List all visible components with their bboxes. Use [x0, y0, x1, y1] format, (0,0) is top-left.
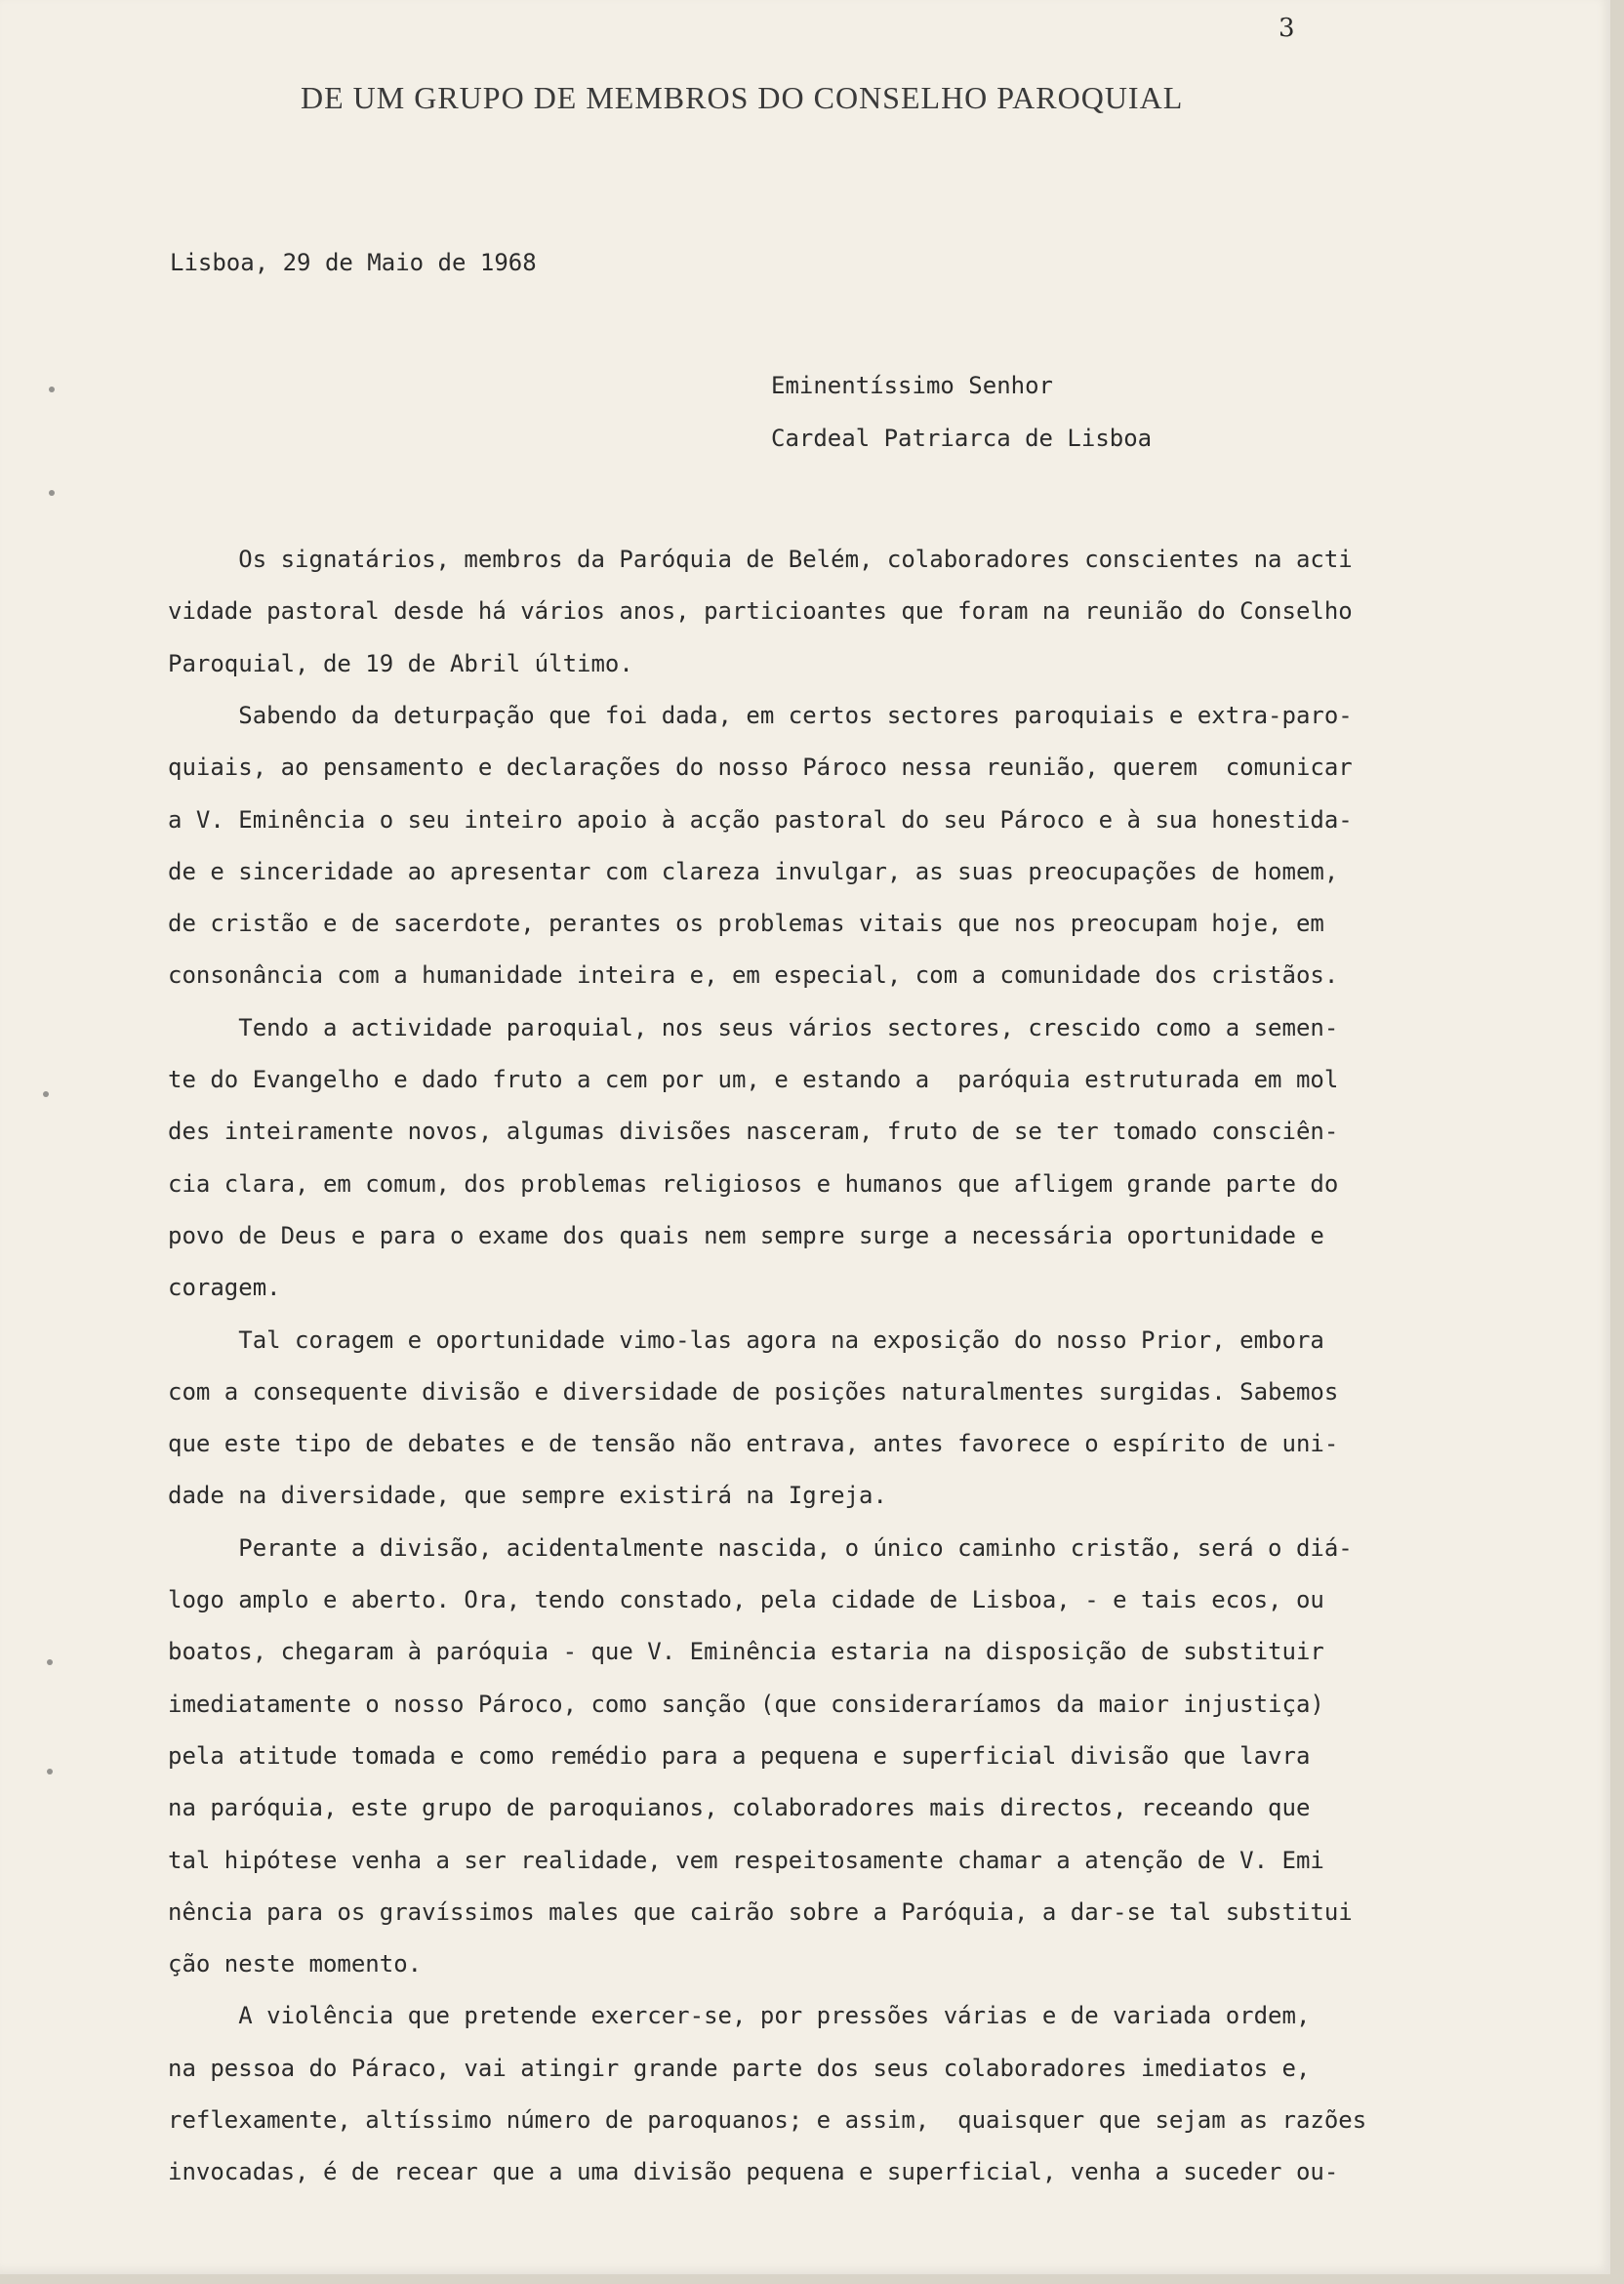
body-line: Paroquial, de 19 de Abril último.	[168, 650, 633, 677]
body-line: nência para os gravíssimos males que cairão sobre a Paróquia, a dar-se tal substitui	[168, 1898, 1353, 1926]
body-line: na pessoa do Páraco, vai atingir grande parte dos seus colaboradores imediatos e,	[168, 2055, 1311, 2082]
body-line: dade na diversidade, que sempre existirá na Igreja.	[168, 1482, 887, 1509]
punch-mark	[47, 1659, 53, 1665]
date-line: Lisboa, 29 de Maio de 1968	[170, 249, 537, 276]
body-line: A violência que pretende exercer-se, por pressões várias e de variada ordem,	[168, 2002, 1311, 2029]
body-line: que este tipo de debates e de tensão não entrava, antes favorece o espírito de uni-	[168, 1430, 1339, 1457]
document-heading: DE UM GRUPO DE MEMBROS DO CONSELHO PAROQUIAL	[301, 80, 1184, 115]
page-number: 3	[1279, 14, 1295, 43]
body-line: a V. Eminência o seu inteiro apoio à acção pastoral do seu Pároco e à sua honestida-	[168, 806, 1353, 834]
body-line: tal hipótese venha a ser realidade, vem respeitosamente chamar a atenção de V. Emi	[168, 1847, 1324, 1874]
body-line: Tendo a actividade paroquial, nos seus vários sectores, crescido como a semen-	[168, 1014, 1339, 1041]
body-line: na paróquia, este grupo de paroquianos, colaboradores mais directos, receando que	[168, 1794, 1311, 1821]
body-line: pela atitude tomada e como remédio para a pequena e superficial divisão que lavra	[168, 1742, 1311, 1770]
body-line: quiais, ao pensamento e declarações do nosso Pároco nessa reunião, querem comunicar	[168, 754, 1353, 781]
punch-mark	[43, 1091, 49, 1097]
body-line: consonância com a humanidade inteira e, em especial, com a comunidade dos cristãos.	[168, 961, 1339, 989]
body-line: imediatamente o nosso Pároco, como sanção (que consideraríamos da maior injustiça)	[168, 1691, 1324, 1718]
body-line: com a consequente divisão e diversidade de posições naturalmentes surgidas. Sabemos	[168, 1378, 1339, 1406]
punch-mark	[49, 490, 55, 496]
punch-mark	[49, 387, 55, 392]
addressee-line-1: Eminentíssimo Senhor	[771, 372, 1053, 399]
body-line: vidade pastoral desde há vários anos, particioantes que foram na reunião do Conselho	[168, 597, 1353, 625]
body-line: des inteiramente novos, algumas divisões nasceram, fruto de se ter tomado consciên-	[168, 1118, 1339, 1145]
body-line: invocadas, é de recear que a uma divisão pequena e superficial, venha a suceder ou-	[168, 2158, 1339, 2185]
body-line: logo amplo e aberto. Ora, tendo constado, pela cidade de Lisboa, - e tais ecos, ou	[168, 1586, 1324, 1613]
body-line: te do Evangelho e dado fruto a cem por um, e estando a paróquia estruturada em mol	[168, 1066, 1339, 1093]
body-line: cia clara, em comum, dos problemas religiosos e humanos que afligem grande parte do	[168, 1170, 1339, 1198]
body-line: boatos, chegaram à paróquia - que V. Eminência estaria na disposição de substituir	[168, 1638, 1324, 1665]
punch-mark	[47, 1769, 53, 1774]
addressee-line-2: Cardeal Patriarca de Lisboa	[771, 425, 1153, 452]
body-line: Sabendo da deturpação que foi dada, em certos sectores paroquiais e extra-paro-	[168, 702, 1353, 729]
body-line: Os signatários, membros da Paróquia de Belém, colaboradores conscientes na acti	[168, 546, 1353, 573]
body-line: coragem.	[168, 1274, 281, 1301]
body-line: reflexamente, altíssimo número de paroquanos; e assim, quaisquer que sejam as razões	[168, 2106, 1367, 2134]
body-line: de e sinceridade ao apresentar com clareza invulgar, as suas preocupações de homem,	[168, 858, 1339, 885]
body-line: Perante a divisão, acidentalmente nascida, o único caminho cristão, será o diá-	[168, 1534, 1353, 1562]
body-line: de cristão e de sacerdote, perantes os problemas vitais que nos preocupam hoje, em	[168, 910, 1324, 937]
body-line: povo de Deus e para o exame dos quais nem sempre surge a necessária oportunidade e	[168, 1222, 1324, 1249]
body-line: Tal coragem e oportunidade vimo-las agora na exposição do nosso Prior, embora	[168, 1326, 1324, 1354]
body-line: ção neste momento.	[168, 1950, 423, 1978]
